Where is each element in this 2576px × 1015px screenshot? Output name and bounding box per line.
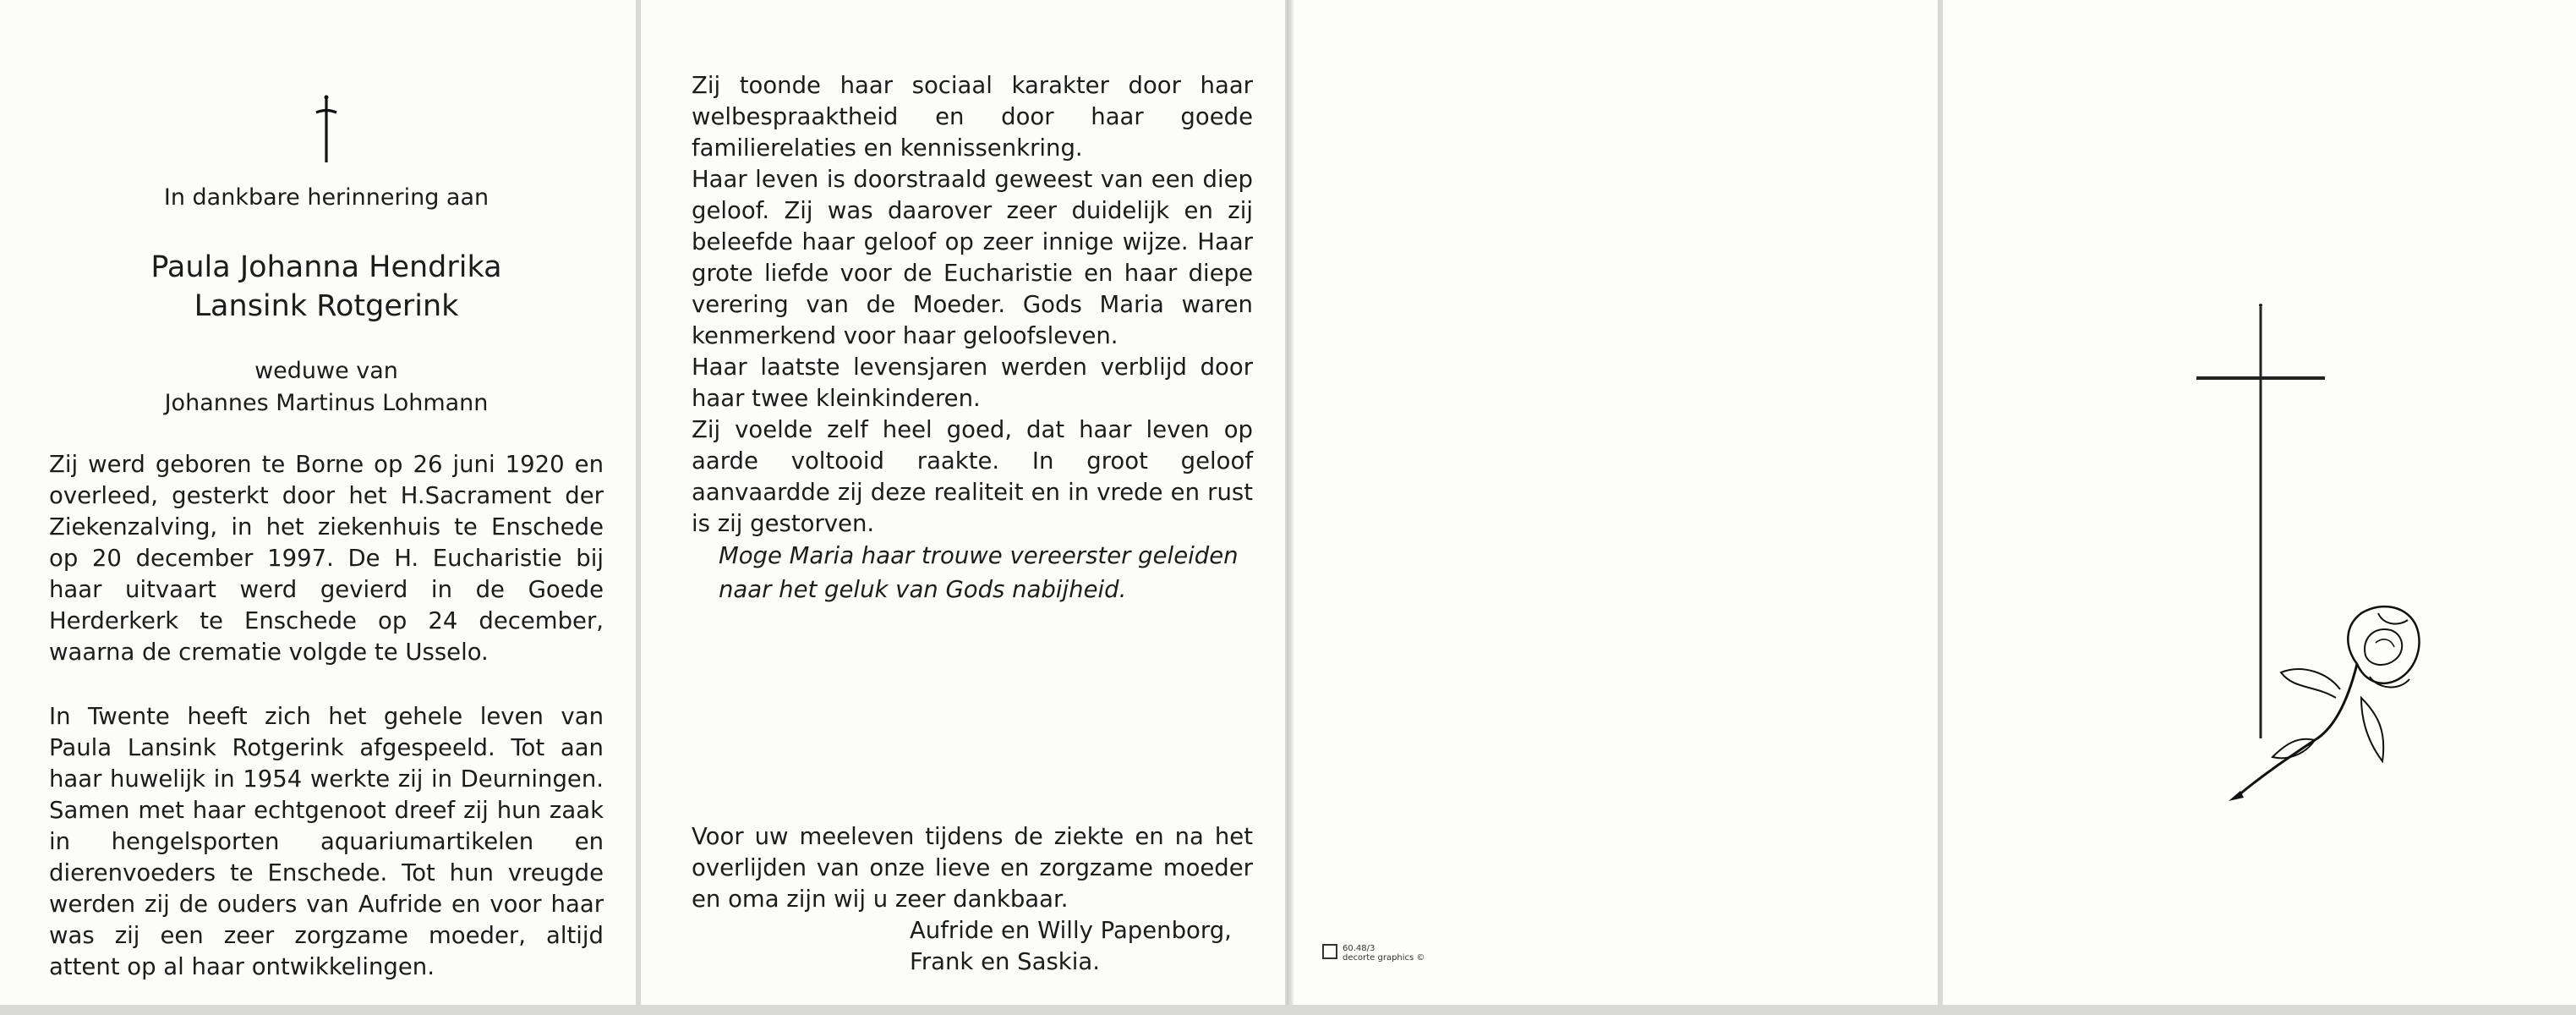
card-panel-cover: [1943, 0, 2576, 1005]
signature: [910, 915, 1232, 978]
card-panel-middle: [641, 0, 1285, 1005]
card-panel-back: [1293, 0, 1938, 1005]
signature-line-1: Aufride en Willy Papenborg,: [910, 917, 1232, 944]
cross-icon: [314, 95, 338, 164]
signature-line-2: Frank en Saskia.: [910, 948, 1100, 975]
biography-paragraph-5: Haar laatste levensjaren werden verblijd door haar twee kleinkinderen.: [692, 354, 1253, 412]
name-line-1: Paula Johanna Hendrika: [150, 250, 502, 284]
widow-of: [49, 355, 604, 420]
cross-with-rose-icon: [2188, 300, 2442, 816]
printer-logo-icon: [1322, 944, 1337, 959]
biography-paragraph-1: Zij werd geboren te Borne op 26 juni 1920 en overleed, gesterkt door het H.Sacrament der Ziekenzalving, in het ziekenhuis te Enschede op 20 december 1997. De H. Eucharistie bij haar uitvaart werd gevierd in de Goede Herderkerk te Enschede op 24 december, waarna de crematie volgde te Usselo.: [49, 451, 604, 666]
biography-paragraph-4: Haar leven is doorstraald geweest van een diep geloof. Zij was daarover zeer duidelijk en zij beleefde haar geloof op zeer innige wijze. Haar grote liefde voor de Eucharistie en haar diepe verering van de Moeder. Gods Maria waren kenmerkend voor haar geloofsleven.: [692, 166, 1253, 349]
prayer: Moge Maria haar trouwe vereerster geleiden naar het geluk van Gods nabijheid.: [719, 542, 1239, 603]
biography-paragraph-2: In Twente heeft zich het gehele leven van Paula Lansink Rotgerink afgespeeld. Tot aan haar huwelijk in 1954 werkte zij in Deurningen. Samen met haar echtgenoot dreef zij hun zaak in hengelsporten aquariumartikelen en dierenvoeders te Enschede. Tot hun vreugde werden zij de ouders van Aufride en voor haar was zij een zeer zorgzame moeder, altijd attent op al haar ontwikkelingen.: [49, 703, 604, 980]
thanks-paragraph: Voor uw meeleven tijdens de ziekte en na het overlijden van onze lieve en zorgzame moeder en oma zijn wij u zeer dankbaar.: [692, 823, 1253, 913]
widow-label: weduwe van: [254, 358, 398, 384]
biography-paragraph-3: Zij toonde haar sociaal karakter door haar welbespraaktheid en door haar goede familierelaties en kennissenkring.: [692, 72, 1253, 162]
intro-line: In dankbare herinnering aan: [163, 184, 489, 211]
name-line-2: Lansink Rotgerink: [194, 289, 459, 323]
biography-paragraph-6: Zij voelde zelf heel goed, dat haar leven op aarde voltooid raakte. In groot geloof aanvaardde zij deze realiteit en in vrede en rust is zij gestorven.: [692, 416, 1253, 537]
printer-name: decorte graphics ©: [1343, 953, 1425, 963]
deceased-name: [49, 248, 604, 326]
husband-name: Johannes Martinus Lohmann: [164, 390, 489, 416]
card-panel-left: [0, 0, 636, 1005]
biography-continued: [692, 70, 1253, 540]
printer-mark: [1322, 944, 1425, 963]
printer-code: 60.48/3: [1343, 944, 1376, 953]
fold-shadow: [1287, 0, 1293, 1005]
